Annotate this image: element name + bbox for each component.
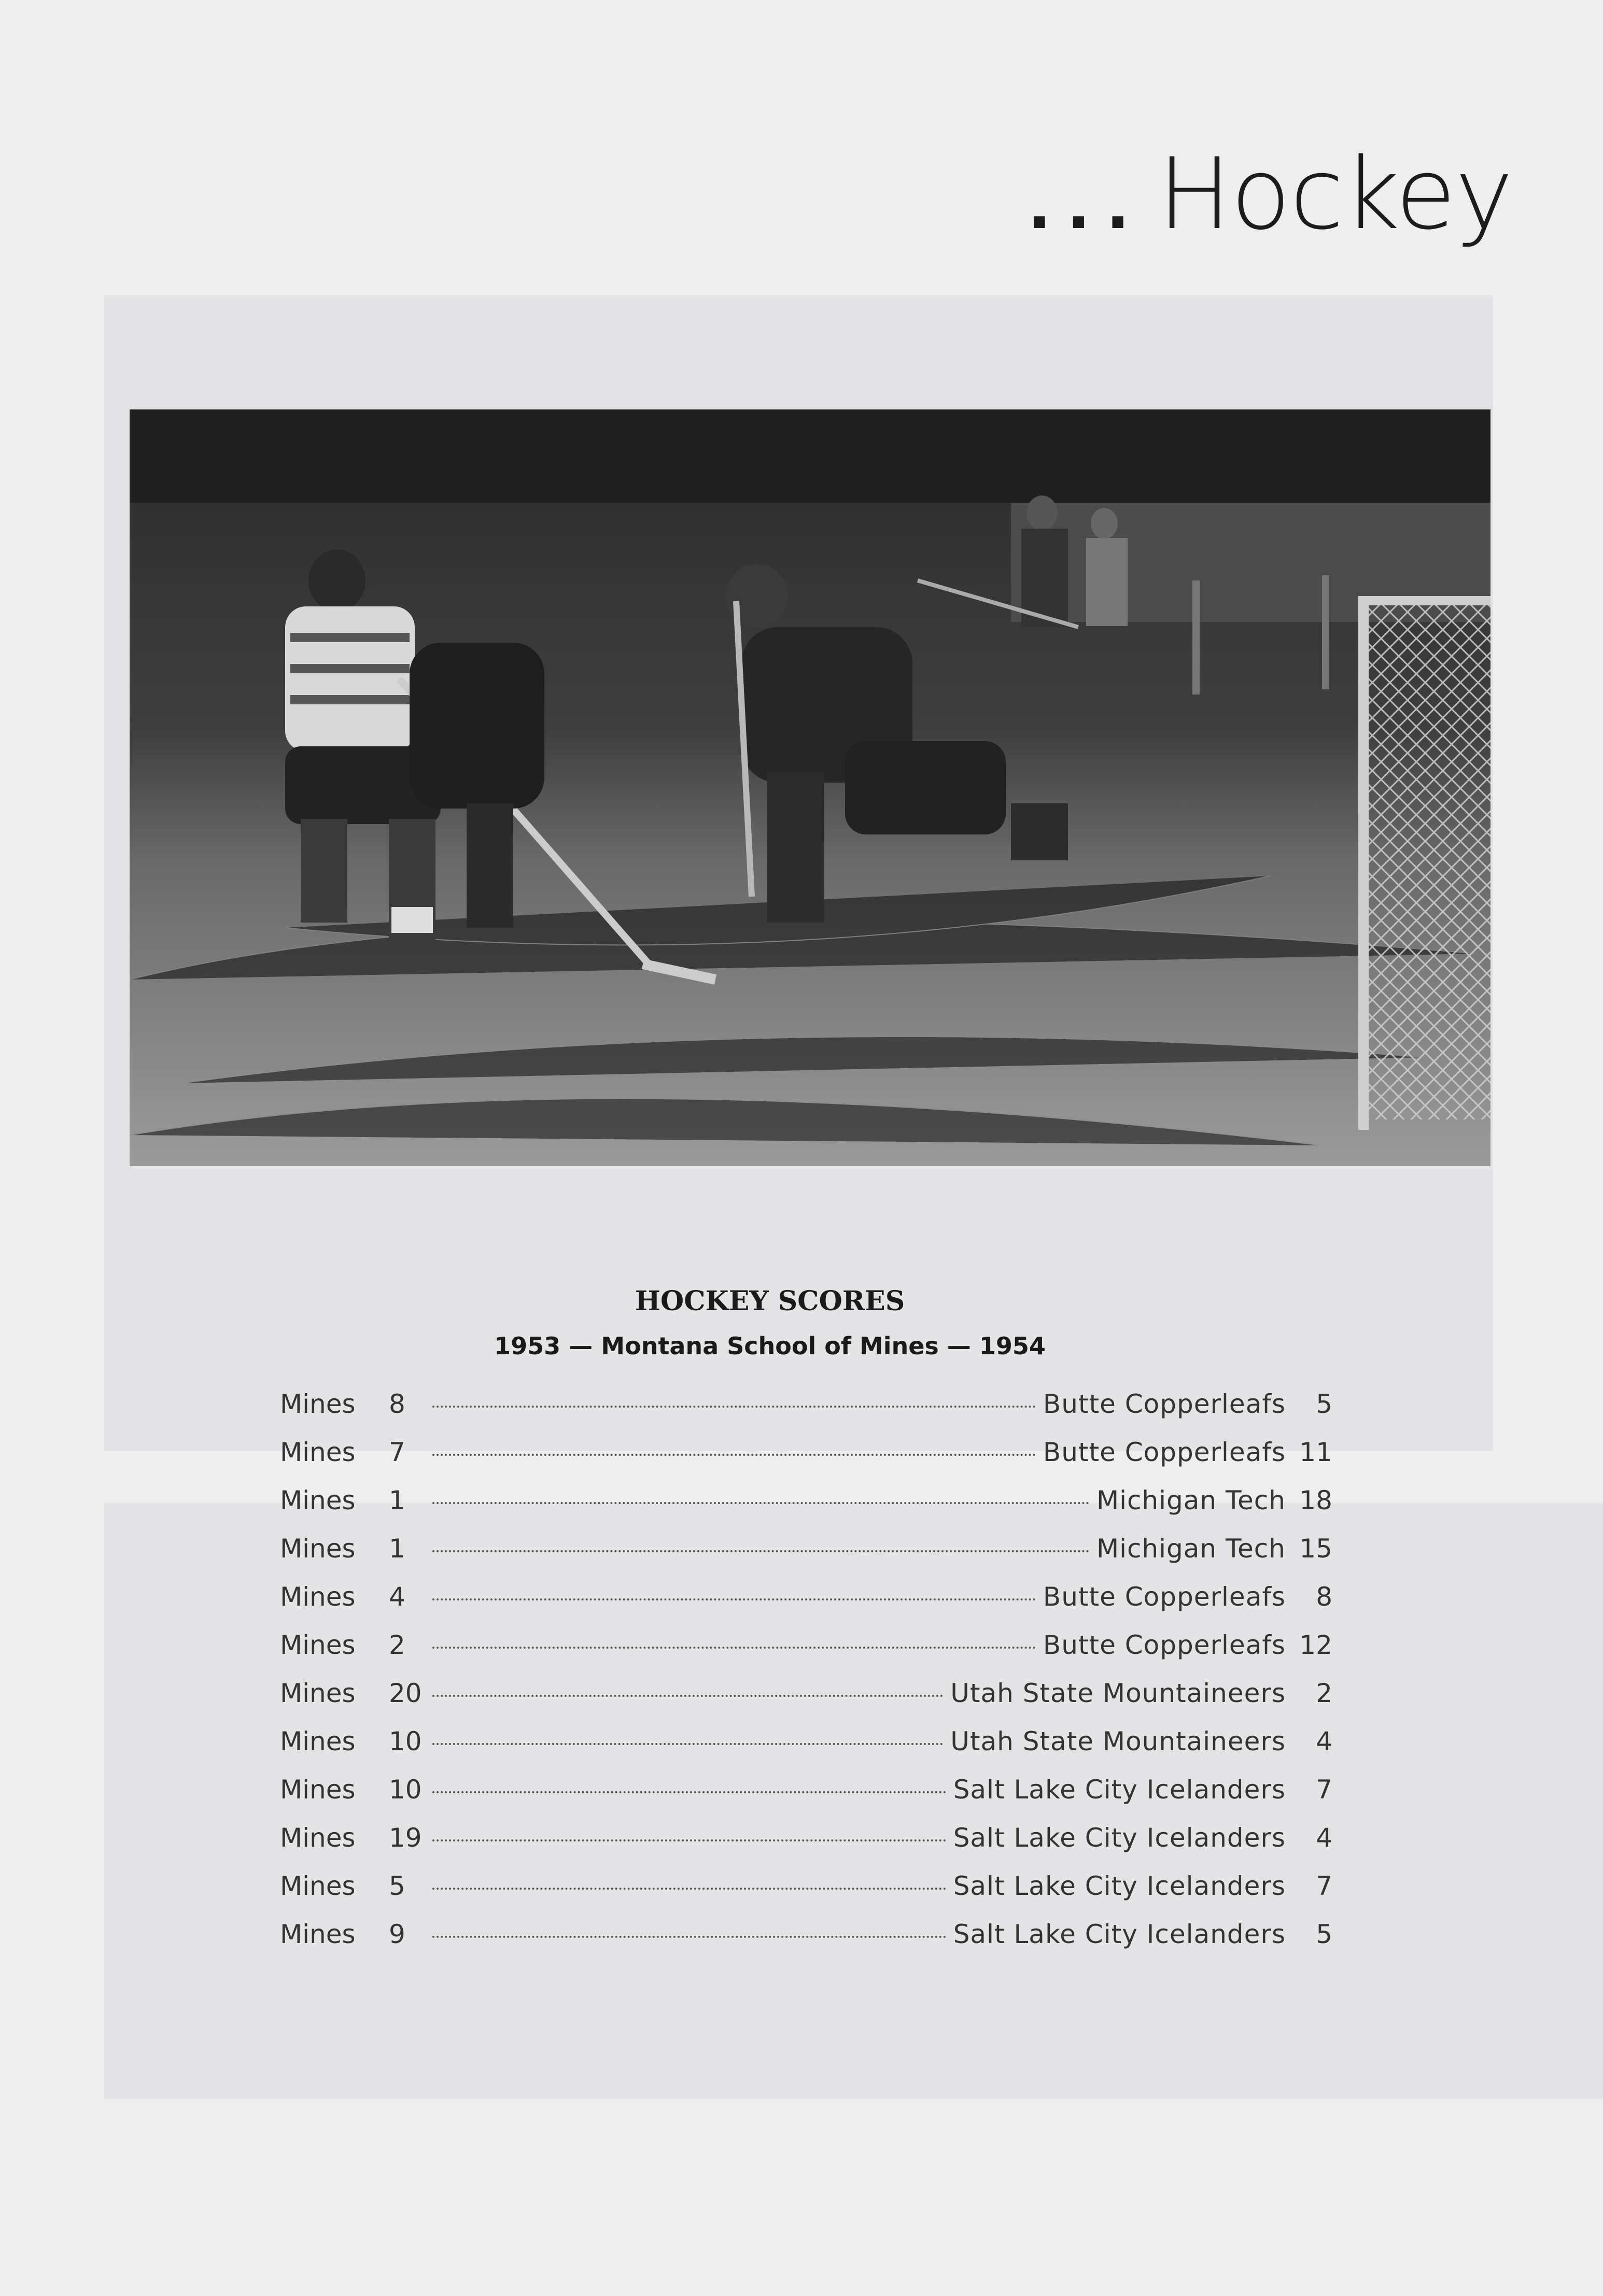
team-score: 10 (389, 1775, 422, 1805)
team-name: Mines (280, 1534, 356, 1564)
opponent-name: Butte Copperleafs (1043, 1437, 1286, 1467)
team-score: 9 (389, 1919, 405, 1949)
team-score: 8 (389, 1389, 405, 1419)
hockey-game-photo (130, 409, 1490, 1166)
team-name: Mines (280, 1919, 356, 1949)
score-row (280, 1485, 1332, 1534)
dot-leader (432, 1647, 1036, 1649)
opponent-score: 5 (1316, 1919, 1332, 1949)
opponent-score: 2 (1316, 1678, 1332, 1708)
team-name: Mines (280, 1582, 356, 1612)
opponent-score: 7 (1316, 1775, 1332, 1805)
opponent-name: Salt Lake City Icelanders (953, 1823, 1286, 1853)
team-score: 4 (389, 1582, 405, 1612)
team-score: 7 (389, 1437, 405, 1467)
scores-title: HOCKEY SCORES (635, 1285, 905, 1317)
team-name: Mines (280, 1437, 356, 1467)
score-row (280, 1775, 1332, 1823)
dot-leader (432, 1695, 943, 1697)
title-dots: ... (1028, 171, 1145, 243)
score-row (280, 1437, 1332, 1485)
team-name: Mines (280, 1726, 356, 1756)
team-score: 1 (389, 1534, 405, 1564)
team-score: 1 (389, 1485, 405, 1515)
score-row (280, 1823, 1332, 1871)
opponent-name: Butte Copperleafs (1043, 1389, 1286, 1419)
opponent-name: Michigan Tech (1096, 1485, 1286, 1515)
opponent-name: Salt Lake City Icelanders (953, 1919, 1286, 1949)
opponent-score: 5 (1316, 1389, 1332, 1419)
dot-leader (432, 1598, 1036, 1600)
opponent-score: 15 (1299, 1534, 1332, 1564)
hockey-game-photo-icon (130, 409, 1490, 1166)
score-row (280, 1582, 1332, 1630)
opponent-name: Utah State Mountaineers (950, 1678, 1286, 1708)
team-name: Mines (280, 1485, 356, 1515)
score-row (280, 1389, 1332, 1437)
team-score: 20 (389, 1678, 422, 1708)
dot-leader (432, 1406, 1036, 1408)
team-score: 19 (389, 1823, 422, 1853)
dot-leader (432, 1791, 946, 1793)
team-score: 10 (389, 1726, 422, 1756)
opponent-score: 7 (1316, 1871, 1332, 1901)
scores-list (280, 1389, 1332, 1967)
team-name: Mines (280, 1775, 356, 1805)
dot-leader (432, 1550, 1089, 1552)
dot-leader (432, 1839, 946, 1841)
page-title (1028, 137, 1512, 251)
opponent-name: Butte Copperleafs (1043, 1582, 1286, 1612)
opponent-name: Salt Lake City Icelanders (953, 1775, 1286, 1805)
opponent-name: Salt Lake City Icelanders (953, 1871, 1286, 1901)
opponent-score: 8 (1316, 1582, 1332, 1612)
opponent-score: 12 (1299, 1630, 1332, 1660)
score-row (280, 1630, 1332, 1678)
team-name: Mines (280, 1389, 356, 1419)
team-name: Mines (280, 1678, 356, 1708)
opponent-name: Butte Copperleafs (1043, 1630, 1286, 1660)
score-row (280, 1534, 1332, 1582)
scores-subtitle: 1953 — Montana School of Mines — 1954 (494, 1332, 1046, 1360)
team-name: Mines (280, 1823, 356, 1853)
team-score: 2 (389, 1630, 405, 1660)
opponent-score: 18 (1299, 1485, 1332, 1515)
opponent-score: 11 (1299, 1437, 1332, 1467)
dot-leader (432, 1502, 1089, 1504)
score-row (280, 1726, 1332, 1775)
dot-leader (432, 1888, 946, 1890)
dot-leader (432, 1936, 946, 1938)
dot-leader (432, 1743, 943, 1745)
title-text: Hockey (1157, 137, 1512, 251)
opponent-name: Michigan Tech (1096, 1534, 1286, 1564)
opponent-score: 4 (1316, 1823, 1332, 1853)
score-row (280, 1678, 1332, 1726)
score-row (280, 1919, 1332, 1967)
dot-leader (432, 1454, 1036, 1456)
team-name: Mines (280, 1630, 356, 1660)
opponent-name: Utah State Mountaineers (950, 1726, 1286, 1756)
team-name: Mines (280, 1871, 356, 1901)
opponent-score: 4 (1316, 1726, 1332, 1756)
score-row (280, 1871, 1332, 1919)
team-score: 5 (389, 1871, 405, 1901)
